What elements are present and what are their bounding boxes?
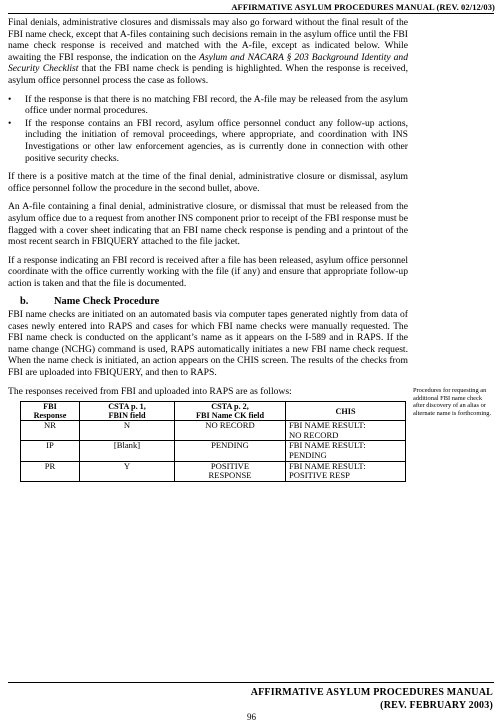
paragraph-text: that the FBI name check is pending is highlighted. When the response is received, asylum office personnel process the case as follows. bbox=[8, 63, 408, 86]
fbi-response-table bbox=[20, 401, 406, 482]
table-cell: FBI NAME RESULT: PENDING bbox=[286, 441, 406, 461]
table-cell: N bbox=[80, 421, 175, 441]
page-number: 96 bbox=[247, 712, 256, 722]
margin-note: Procedures for requesting an additional FBI name check after discovery of an alias or alternate name is forthcoming. bbox=[413, 387, 492, 417]
footer-title-line: AFFIRMATIVE ASYLUM PROCEDURES MANUAL bbox=[250, 687, 493, 698]
table-cell: NO RECORD bbox=[175, 421, 286, 441]
paragraph-text: Final denials, administrative closures and dismissals may also go forward without the final result of the FBI name check, except that A-files containing such decisions remain in the asylum office until the FBI name check response is received and matched with the A-file, except as indicated below. While awaiting the FBI response, the indication on the bbox=[8, 17, 408, 63]
footer-revision-line: (REV. FEBRUARY 2003) bbox=[380, 700, 493, 711]
column-header-fbi-response: FBI Response bbox=[21, 402, 80, 421]
list-item bbox=[8, 117, 408, 164]
list-item bbox=[8, 93, 408, 117]
column-header-csta-p2: CSTA p. 2, FBI Name CK field bbox=[175, 402, 286, 421]
bullet-icon: • bbox=[8, 93, 12, 105]
table-cell: FBI NAME RESULT: POSITIVE RESP bbox=[286, 461, 406, 481]
paragraph-responses-intro: The responses received from FBI and uploaded into RAPS are as follows: bbox=[8, 385, 292, 397]
table-row bbox=[21, 461, 406, 481]
list-item-text: If the response contains an FBI record, asylum office personnel conduct any follow-up actions, including the initiation of removal proceedings, where appropriate, and coordination with INS Investigations or other law enforcement agencies, as is currently done in connection with other positive security checks. bbox=[25, 117, 408, 164]
table-row bbox=[21, 441, 406, 461]
column-header-chis: CHIS bbox=[286, 402, 406, 421]
footer-rule bbox=[8, 682, 494, 683]
table-cell: NR bbox=[21, 421, 80, 441]
column-header-csta-p1: CSTA p. 1, FBIN field bbox=[80, 402, 175, 421]
footer-title bbox=[251, 686, 493, 712]
section-number: b. bbox=[20, 296, 29, 308]
paragraph-record-after-release: If a response indicating an FBI record is received after a file has been released, asylum office personnel coordinate with the office currently working with the file (if any) and ensure that appropriate follow-up action is taken and that the file is documented. bbox=[8, 254, 408, 289]
section-heading bbox=[8, 296, 408, 308]
table-row bbox=[21, 421, 406, 441]
header-rule bbox=[8, 13, 494, 14]
table-cell: [Blank] bbox=[80, 441, 175, 461]
paragraph-positive-match: If there is a positive match at the time of the final denial, administrative closure or dismissal, asylum office personnel follow the procedure in the second bullet, above. bbox=[8, 171, 408, 194]
paragraph-final-denials bbox=[8, 17, 408, 87]
response-bullet-list bbox=[8, 94, 408, 165]
main-content bbox=[8, 17, 408, 482]
table-cell: PENDING bbox=[175, 441, 286, 461]
running-header: AFFIRMATIVE ASYLUM PROCEDURES MANUAL (REV. 02/12/03) bbox=[231, 2, 495, 12]
table-cell: PR bbox=[21, 461, 80, 481]
paragraph-name-check-procedure: FBI name checks are initiated on an automated basis via computer tapes generated nightly from data of cases newly entered into RAPS and cases for which FBI name checks were manually requested. The FBI name check is conducted on the applicant’s name as it appears on the I-589 and in RAPS. If the name change (NCHG) command is used, RAPS automatically initiates a new FBI name check request. When the name check is initiated, an action appears on the CHIS screen. The results of the checks from FBI are uploaded into FBIQUERY, and then to RAPS. bbox=[8, 309, 408, 379]
table-cell: IP bbox=[21, 441, 80, 461]
table-cell: FBI NAME RESULT: NO RECORD bbox=[286, 421, 406, 441]
section-title: Name Check Procedure bbox=[54, 296, 160, 308]
paragraph-a-file-release: An A-file containing a final denial, administrative closure, or dismissal that must be released from the asylum office due to a request from another INS component prior to receipt of the FBI response must be flagged with a cover sheet indicating that an FBI name check response is pending and a printout of the most recent search in FBIQUERY attached to the file jacket. bbox=[8, 201, 408, 248]
bullet-icon: • bbox=[8, 117, 12, 129]
list-item-text: If the response is that there is no matching FBI record, the A-file may be released from the asylum office under normal procedures. bbox=[25, 93, 408, 117]
checklist-title: Asylum and NACARA § 203 Background Identity and Security Checklist bbox=[8, 51, 408, 75]
table-cell: Y bbox=[80, 461, 175, 481]
table-header-row bbox=[21, 402, 406, 421]
table-cell: POSITIVE RESPONSE bbox=[175, 461, 286, 481]
